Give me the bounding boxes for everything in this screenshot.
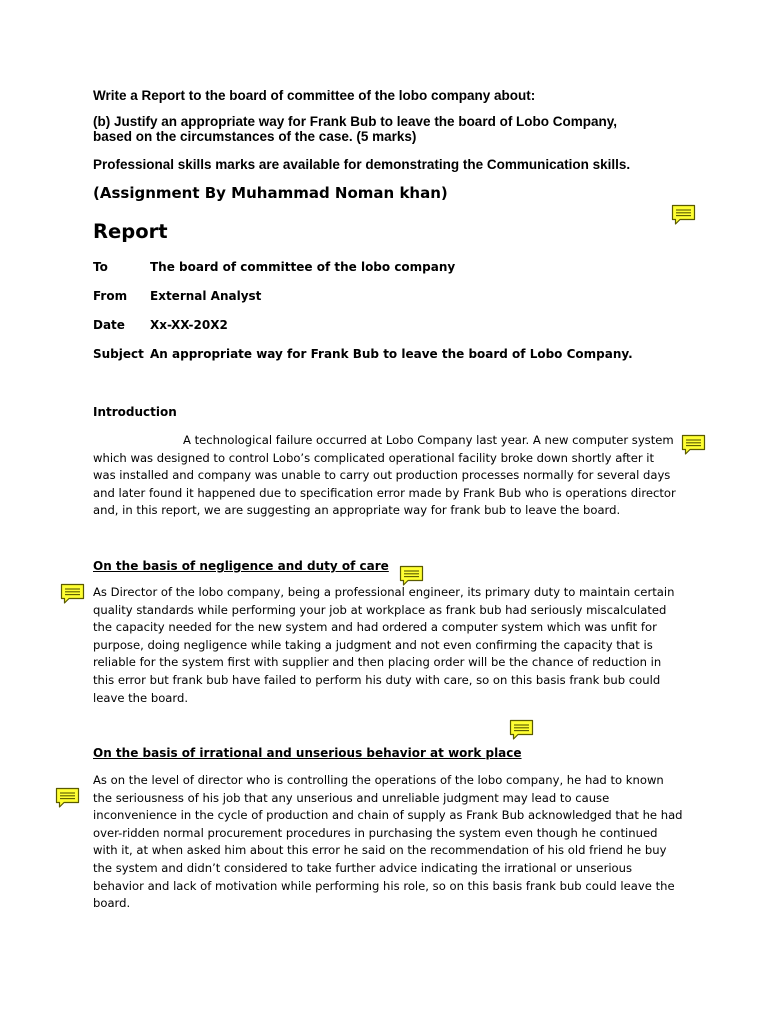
skills-note: Professional skills marks are available for demonstrating the Communication skills. xyxy=(93,157,631,172)
comment-icon[interactable] xyxy=(60,583,85,605)
comment-icon[interactable] xyxy=(681,434,706,456)
introduction-paragraph xyxy=(93,432,678,520)
paragraph-line: behavior and lack of motivation while performing his role, so on this basis frank bub could leave the xyxy=(93,878,675,893)
paragraph-line: As on the level of director who is controlling the operations of the lobo company, he had to known xyxy=(93,773,664,787)
comment-icon[interactable] xyxy=(399,565,424,587)
assignment-heading: Write a Report to the board of committee of the lobo company about: xyxy=(93,88,536,103)
paragraph-line: which was designed to control Lobo’s complicated operational facility broke down shortly after it xyxy=(93,450,655,465)
introduction-heading: Introduction xyxy=(93,405,177,419)
paragraph-line: was installed and company was unable to carry out production processes normally for several days xyxy=(93,468,671,483)
memo-value: External Analyst xyxy=(150,289,262,303)
section-paragraph-behavior xyxy=(93,772,683,913)
assignment-question xyxy=(93,114,673,144)
paragraph-line: board. xyxy=(93,896,131,911)
section-paragraph-negligence xyxy=(93,584,678,707)
paragraph-line: As Director of the lobo company, being a professional engineer, its primary duty to maintain certain xyxy=(93,585,675,599)
paragraph-line: the capacity needed for the new system and had ordered a computer system which was unfit for xyxy=(93,620,657,635)
assignment-author: (Assignment By Muhammad Noman khan) xyxy=(93,184,448,202)
paragraph-line: and, in this report, we are suggesting an appropriate way for frank bub to leave the board. xyxy=(93,503,621,518)
comment-icon[interactable] xyxy=(671,204,696,226)
paragraph-line: the system and didn’t considered to take further advice indicating the irrational or unserious xyxy=(93,860,633,875)
memo-label: Subject xyxy=(93,347,144,361)
paragraph-line: inconvenience in the cycle of production and chain of supply as Frank Bub acknowledged that he had xyxy=(93,808,683,823)
memo-label: From xyxy=(93,289,128,303)
paragraph-line: the seriousness of his job that any unserious and unreliable judgment may lead to cause xyxy=(93,790,610,805)
report-title: Report xyxy=(93,220,168,243)
paragraph-line: with it, at when asked him about this error he said on the recommendation of his old friend he buy xyxy=(93,843,667,858)
paragraph-line: over-ridden normal procurement procedures in purchasing the system even though he continued xyxy=(93,825,658,840)
paragraph-line: this error but frank bub have failed to perform his duty with care, so on this basis frank bub could xyxy=(93,672,661,687)
comment-icon[interactable] xyxy=(509,719,534,741)
paragraph-line: quality standards while performing your job at workplace as frank bub had seriously miscalculated xyxy=(93,602,667,617)
section-heading-behavior: On the basis of irrational and unserious behavior at work place xyxy=(93,746,522,760)
memo-label: Date xyxy=(93,318,125,332)
paragraph-line: purpose, doing negligence while taking a judgment and not even confirming the capacity that is xyxy=(93,637,653,652)
memo-value: The board of committee of the lobo company xyxy=(150,260,456,274)
comment-icon[interactable] xyxy=(55,787,80,809)
paragraph-line: leave the board. xyxy=(93,690,189,705)
paragraph-line: and later found it happened due to specification error made by Frank Bub who is operations director xyxy=(93,485,676,500)
memo-value: Xx-XX-20X2 xyxy=(150,318,228,332)
memo-value: An appropriate way for Frank Bub to leave the board of Lobo Company. xyxy=(150,347,633,361)
paragraph-line: reliable for the system first with supplier and then placing order will be the chance of reduction in xyxy=(93,655,662,670)
section-heading-negligence: On the basis of negligence and duty of care xyxy=(93,559,389,573)
memo-label: To xyxy=(93,260,108,274)
assignment-question-line: based on the circumstances of the case. (5 marks) xyxy=(93,129,417,144)
paragraph-line: A technological failure occurred at Lobo Company last year. A new computer system xyxy=(183,433,674,447)
assignment-question-line: (b) Justify an appropriate way for Frank Bub to leave the board of Lobo Company, xyxy=(93,114,618,129)
